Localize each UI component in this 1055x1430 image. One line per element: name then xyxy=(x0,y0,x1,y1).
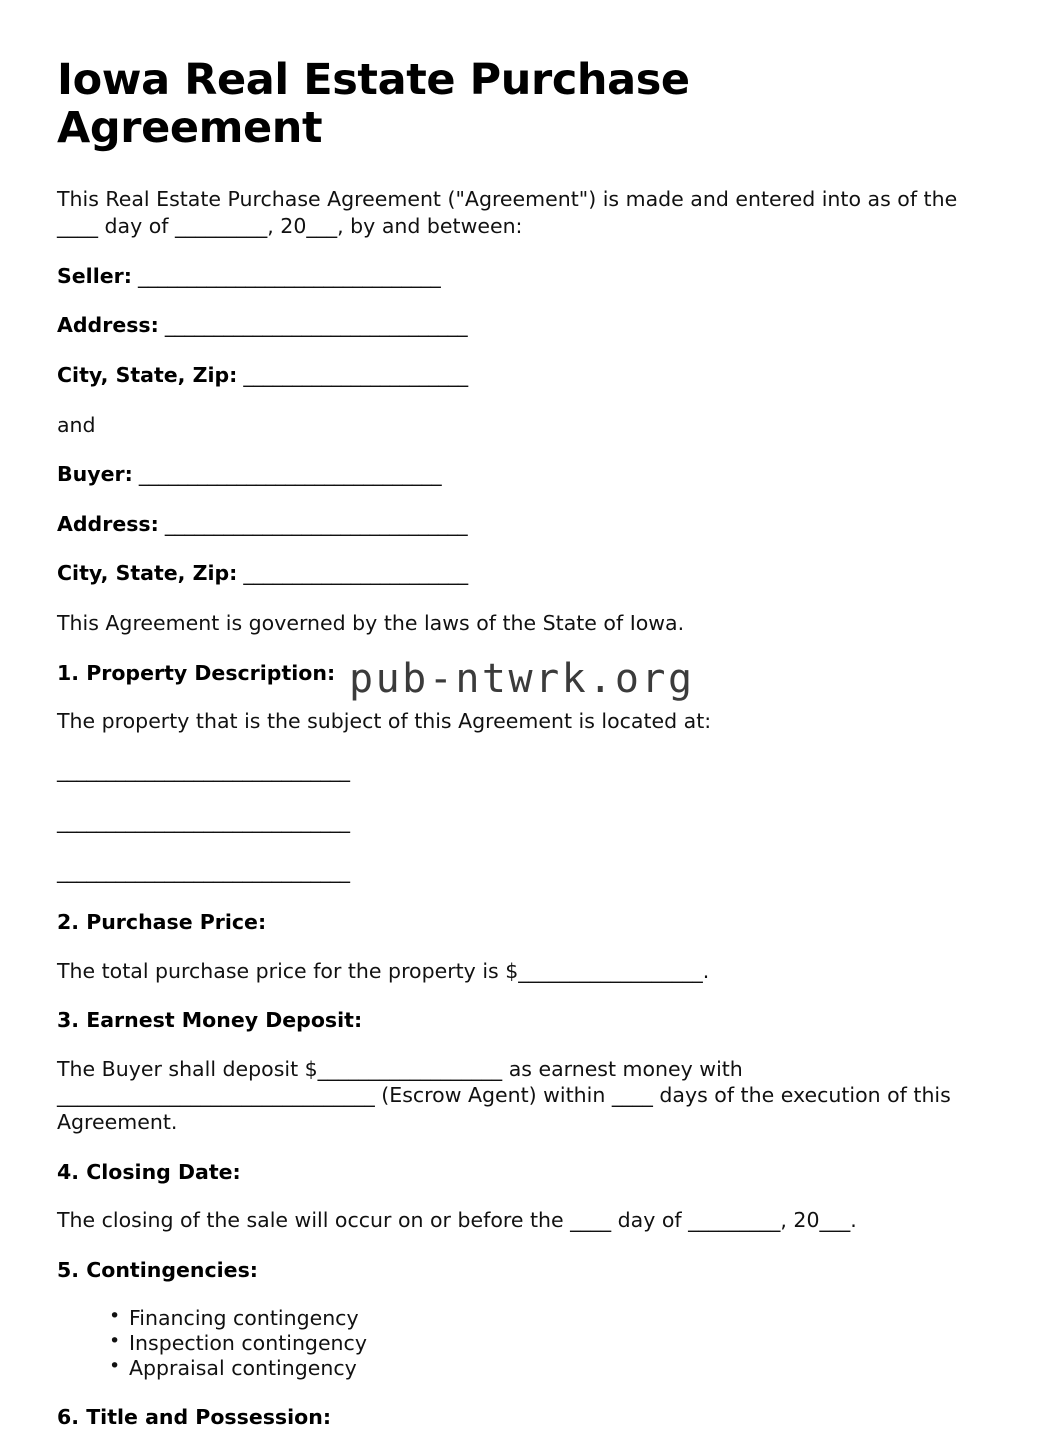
section-body-earnest-money-deposit: The Buyer shall deposit $__________________ as earnest money with _______________________________ (Escrow Agent) within ____ days of the execution of this Agreement. xyxy=(57,1056,951,1135)
property-blank-line-3[interactable]: ______________________________ xyxy=(57,859,350,884)
list-item: • Appraisal contingency xyxy=(109,1356,966,1381)
seller-blank[interactable]: _______________________________ xyxy=(131,263,441,288)
seller-city-state-zip-label: City, State, Zip: xyxy=(57,362,238,387)
seller-city-state-zip-field xyxy=(57,362,966,389)
buyer-city-state-zip-label: City, State, Zip: xyxy=(57,561,238,586)
buyer-label: Buyer: xyxy=(57,462,133,487)
seller-address-label: Address: xyxy=(57,313,159,338)
intro-paragraph: This Real Estate Purchase Agreement ("Agreement") is made and entered into as of the ____ day of _________, 20___, by and between: xyxy=(57,187,958,238)
seller-label: Seller: xyxy=(57,263,132,288)
property-description-blank-lines xyxy=(57,757,966,885)
seller-address-blank[interactable]: _______________________________ xyxy=(158,313,468,338)
buyer-address-field xyxy=(57,511,966,538)
property-blank-line-1[interactable]: ______________________________ xyxy=(57,758,350,782)
contingency-list xyxy=(57,1306,966,1381)
property-blank-line-2[interactable]: ______________________________ xyxy=(57,808,350,833)
buyer-address-label: Address: xyxy=(57,511,159,536)
section-body-property-description: The property that is the subject of this Agreement is located at: xyxy=(57,709,712,734)
conjunction-and: and xyxy=(57,412,96,437)
section-heading-purchase-price: 2. Purchase Price: xyxy=(57,909,267,934)
seller-city-state-zip-blank[interactable]: _______________________ xyxy=(237,362,468,387)
buyer-address-blank[interactable]: _______________________________ xyxy=(158,511,468,536)
seller-field xyxy=(57,263,966,290)
site-watermark: pub-ntwrk.org xyxy=(349,656,695,702)
page-title: Iowa Real Estate Purchase Agreement xyxy=(57,55,690,154)
section-body-purchase-price: The total purchase price for the property is $__________________. xyxy=(57,958,710,983)
section-heading-earnest-money-deposit: 3. Earnest Money Deposit: xyxy=(57,1008,363,1033)
buyer-blank[interactable]: _______________________________ xyxy=(132,462,442,487)
buyer-city-state-zip-blank[interactable]: _______________________ xyxy=(237,561,468,586)
seller-address-field xyxy=(57,312,966,339)
buyer-field xyxy=(57,461,966,488)
section-heading-closing-date: 4. Closing Date: xyxy=(57,1159,241,1184)
governing-law-text: This Agreement is governed by the laws of the State of Iowa. xyxy=(57,611,685,636)
buyer-city-state-zip-field xyxy=(57,560,966,587)
section-heading-title-and-possession: 6. Title and Possession: xyxy=(57,1404,332,1429)
section-heading-property-description: 1. Property Description: xyxy=(57,660,336,685)
list-item: • Inspection contingency xyxy=(109,1331,966,1356)
section-heading-contingencies: 5. Contingencies: xyxy=(57,1258,258,1283)
list-item: • Financing contingency xyxy=(109,1306,966,1331)
section-body-closing-date: The closing of the sale will occur on or before the ____ day of _________, 20___. xyxy=(57,1208,857,1233)
